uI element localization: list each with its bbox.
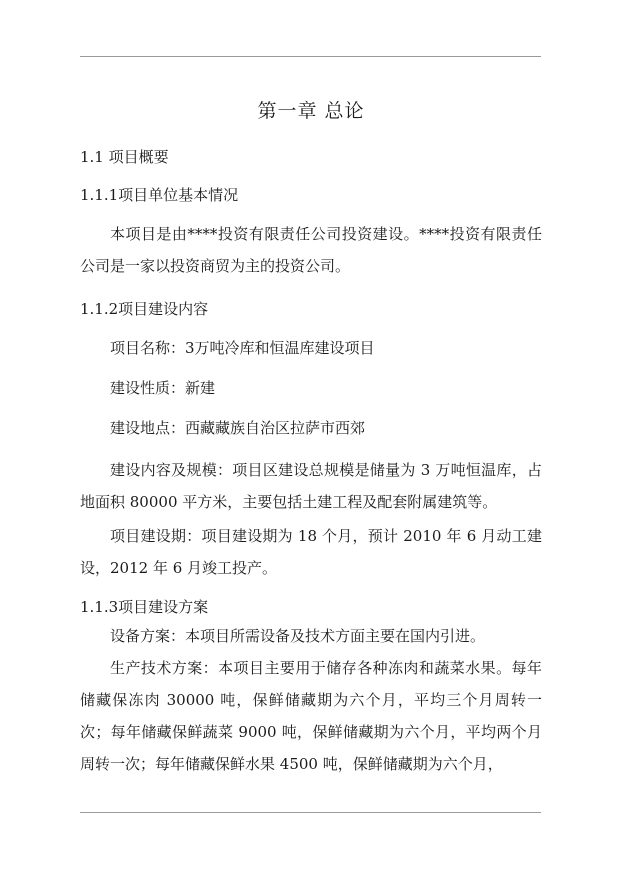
section-heading-1-1-2: 1.1.2项目建设内容 [80,300,209,318]
paragraph-period: 项目建设期：项目建设期为 18 个月，预计 2010 年 6 月动工建设，2012 年 6 月竣工投产。 [80,527,542,577]
section-heading-1-1-1: 1.1.1项目单位基本情况 [80,186,239,204]
header-rule [80,56,541,57]
paragraph-unit-intro: 本项目是由****投资有限责任公司投资建设。****投资有限责任公司是一家以投资商贸为主的投资公司。 [80,225,542,275]
paragraph-nature: 建设性质：新建 [110,379,216,397]
section-heading-1-1-3: 1.1.3项目建设方案 [80,598,209,616]
paragraph-scale: 建设内容及规模：项目区建设总规模是储量为 3 万吨恒温库，占地面积 80000 平方米，主要包括土建工程及配套附属建筑等。 [80,461,542,511]
paragraph-project-name: 项目名称：3万吨冷库和恒温库建设项目 [110,339,375,357]
section-heading-1-1: 1.1 项目概要 [80,148,169,166]
paragraph-equipment: 设备方案：本项目所需设备及技术方面主要在国内引进。 [110,627,486,645]
chapter-title: 第一章 总论 [257,100,365,122]
paragraph-location: 建设地点：西藏藏族自治区拉萨市西郊 [110,419,366,437]
footer-rule [80,812,541,813]
paragraph-technology: 生产技术方案：本项目主要用于储存各种冻肉和蔬菜水果。每年储藏保冻肉 30000 吨，保鲜储藏期为六个月，平均三个月周转一次；每年储藏保鲜蔬菜 9000 吨，保鲜储藏期为六个月，平均两个月周转一次；每年储藏保鲜水果 4500 吨，保鲜储藏期为六个月， [80,659,542,773]
